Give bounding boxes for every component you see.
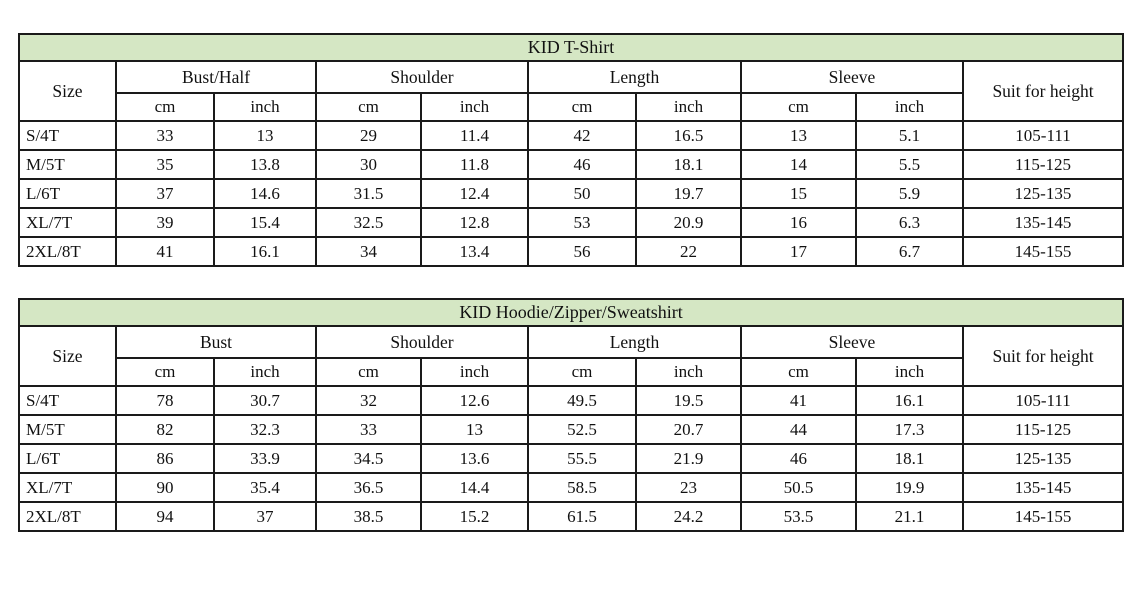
value-cell: 11.8 [421,150,528,179]
value-cell: 21.9 [636,444,741,473]
value-cell: 18.1 [856,444,963,473]
group-header-sleeve: Sleeve [741,61,963,93]
size-cell: XL/7T [19,208,116,237]
height-cell: 105-111 [963,386,1123,415]
value-cell: 12.4 [421,179,528,208]
value-cell: 14.6 [214,179,316,208]
unit-header-cm: cm [116,93,214,121]
table-title: KID T-Shirt [19,34,1123,61]
group-header-length: Length [528,61,741,93]
table-row [19,386,1123,415]
height-cell: 145-155 [963,502,1123,531]
value-cell: 13.6 [421,444,528,473]
unit-header-inch: inch [636,93,741,121]
value-cell: 6.3 [856,208,963,237]
value-cell: 20.9 [636,208,741,237]
table-row [19,473,1123,502]
value-cell: 49.5 [528,386,636,415]
value-cell: 15.4 [214,208,316,237]
value-cell: 30.7 [214,386,316,415]
size-cell: S/4T [19,386,116,415]
size-cell: XL/7T [19,473,116,502]
size-cell: L/6T [19,444,116,473]
unit-header-cm: cm [116,358,214,386]
size-chart-page [0,33,1140,613]
value-cell: 53 [528,208,636,237]
value-cell: 32.5 [316,208,421,237]
unit-header-cm: cm [316,358,421,386]
height-cell: 115-125 [963,415,1123,444]
value-cell: 37 [214,502,316,531]
value-cell: 34.5 [316,444,421,473]
value-cell: 38.5 [316,502,421,531]
value-cell: 23 [636,473,741,502]
value-cell: 44 [741,415,856,444]
height-cell: 125-135 [963,179,1123,208]
size-cell: 2XL/8T [19,237,116,266]
suit-header: Suit for height [963,326,1123,386]
unit-header-inch: inch [421,358,528,386]
value-cell: 17.3 [856,415,963,444]
value-cell: 41 [741,386,856,415]
unit-header-cm: cm [741,93,856,121]
value-cell: 52.5 [528,415,636,444]
table-row [19,208,1123,237]
table-row [19,237,1123,266]
height-cell: 135-145 [963,473,1123,502]
table-row [19,502,1123,531]
group-header-bust: Bust/Half [116,61,316,93]
size-cell: L/6T [19,179,116,208]
value-cell: 16.1 [856,386,963,415]
value-cell: 15 [741,179,856,208]
value-cell: 39 [116,208,214,237]
value-cell: 5.1 [856,121,963,150]
value-cell: 19.7 [636,179,741,208]
value-cell: 36.5 [316,473,421,502]
group-header-row [19,326,1123,358]
group-header-sleeve: Sleeve [741,326,963,358]
table-title: KID Hoodie/Zipper/Sweatshirt [19,299,1123,326]
value-cell: 34 [316,237,421,266]
value-cell: 55.5 [528,444,636,473]
value-cell: 19.9 [856,473,963,502]
value-cell: 35.4 [214,473,316,502]
unit-header-row [19,358,1123,386]
value-cell: 56 [528,237,636,266]
value-cell: 13 [214,121,316,150]
value-cell: 13.8 [214,150,316,179]
value-cell: 11.4 [421,121,528,150]
value-cell: 12.6 [421,386,528,415]
group-header-shoulder: Shoulder [316,61,528,93]
value-cell: 13.4 [421,237,528,266]
table-row [19,121,1123,150]
value-cell: 30 [316,150,421,179]
value-cell: 5.5 [856,150,963,179]
value-cell: 5.9 [856,179,963,208]
unit-header-inch: inch [421,93,528,121]
table-row [19,179,1123,208]
unit-header-inch: inch [214,93,316,121]
value-cell: 12.8 [421,208,528,237]
group-header-length: Length [528,326,741,358]
unit-header-cm: cm [741,358,856,386]
value-cell: 94 [116,502,214,531]
value-cell: 46 [741,444,856,473]
kid-hoodie-table [18,298,1124,532]
table-title-row [19,299,1123,326]
value-cell: 31.5 [316,179,421,208]
kid-tshirt-table [18,33,1124,267]
height-cell: 115-125 [963,150,1123,179]
height-cell: 105-111 [963,121,1123,150]
table-title-row [19,34,1123,61]
value-cell: 24.2 [636,502,741,531]
value-cell: 6.7 [856,237,963,266]
value-cell: 42 [528,121,636,150]
unit-header-row [19,93,1123,121]
value-cell: 50.5 [741,473,856,502]
size-cell: S/4T [19,121,116,150]
unit-header-cm: cm [528,93,636,121]
value-cell: 22 [636,237,741,266]
group-header-bust: Bust [116,326,316,358]
height-cell: 135-145 [963,208,1123,237]
unit-header-cm: cm [528,358,636,386]
value-cell: 32 [316,386,421,415]
value-cell: 61.5 [528,502,636,531]
unit-header-inch: inch [636,358,741,386]
size-cell: 2XL/8T [19,502,116,531]
value-cell: 14.4 [421,473,528,502]
suit-header: Suit for height [963,61,1123,121]
value-cell: 16 [741,208,856,237]
value-cell: 78 [116,386,214,415]
value-cell: 32.3 [214,415,316,444]
value-cell: 33 [316,415,421,444]
table-row [19,415,1123,444]
value-cell: 29 [316,121,421,150]
value-cell: 16.1 [214,237,316,266]
value-cell: 82 [116,415,214,444]
value-cell: 86 [116,444,214,473]
unit-header-inch: inch [856,93,963,121]
value-cell: 20.7 [636,415,741,444]
value-cell: 33.9 [214,444,316,473]
value-cell: 13 [421,415,528,444]
value-cell: 37 [116,179,214,208]
value-cell: 53.5 [741,502,856,531]
value-cell: 15.2 [421,502,528,531]
value-cell: 13 [741,121,856,150]
height-cell: 145-155 [963,237,1123,266]
value-cell: 14 [741,150,856,179]
value-cell: 19.5 [636,386,741,415]
size-header: Size [19,326,116,386]
height-cell: 125-135 [963,444,1123,473]
value-cell: 21.1 [856,502,963,531]
value-cell: 41 [116,237,214,266]
value-cell: 33 [116,121,214,150]
size-cell: M/5T [19,415,116,444]
unit-header-inch: inch [856,358,963,386]
value-cell: 16.5 [636,121,741,150]
value-cell: 17 [741,237,856,266]
value-cell: 50 [528,179,636,208]
value-cell: 35 [116,150,214,179]
value-cell: 46 [528,150,636,179]
size-cell: M/5T [19,150,116,179]
table-row [19,444,1123,473]
group-header-row [19,61,1123,93]
value-cell: 18.1 [636,150,741,179]
value-cell: 90 [116,473,214,502]
group-header-shoulder: Shoulder [316,326,528,358]
unit-header-inch: inch [214,358,316,386]
value-cell: 58.5 [528,473,636,502]
table-row [19,150,1123,179]
unit-header-cm: cm [316,93,421,121]
size-header: Size [19,61,116,121]
